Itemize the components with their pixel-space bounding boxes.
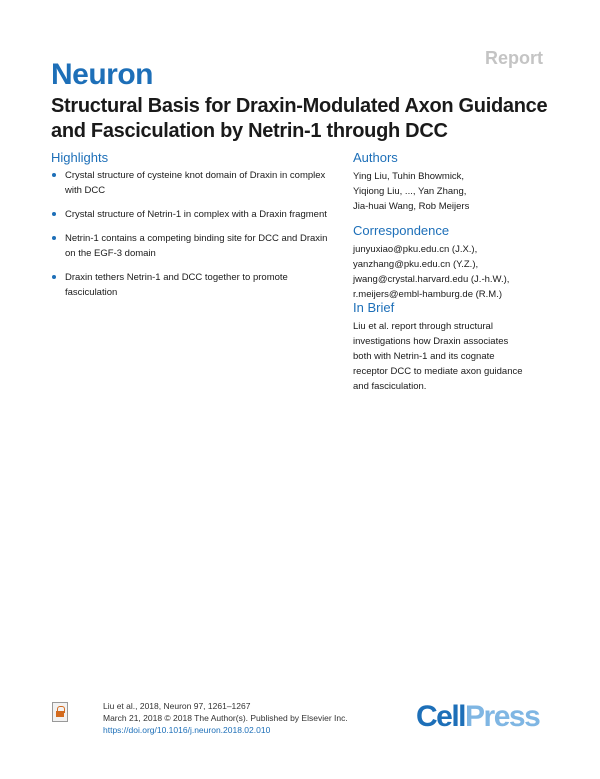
publication-date: March 21, 2018 © 2018 The Author(s). Published by Elsevier Inc. <box>103 713 348 723</box>
bullet-icon <box>52 212 56 216</box>
highlight-text: Draxin tethers Netrin-1 and DCC together to promote fasciculation <box>65 272 288 298</box>
authors-line: Ying Liu, Tuhin Bhowmick, <box>353 171 465 182</box>
highlight-text: Crystal structure of cysteine knot domain of Draxin in complex with DCC <box>65 170 326 196</box>
logo-press: Press <box>465 700 540 733</box>
highlight-text: Crystal structure of Netrin-1 in complex with a Draxin fragment <box>65 209 327 220</box>
logo-cell: Cell <box>416 700 466 733</box>
highlights-list <box>51 168 331 309</box>
highlight-item <box>51 270 331 300</box>
correspondence-heading: Correspondence <box>353 223 450 238</box>
highlight-item <box>51 168 331 198</box>
correspondence-email[interactable]: r.meijers@embl-hamburg.de (R.M.) <box>353 289 503 300</box>
bullet-icon <box>52 275 56 279</box>
open-access-icon <box>52 702 68 722</box>
correspondence-section <box>353 223 553 302</box>
doi-link[interactable]: https://doi.org/10.1016/j.neuron.2018.02.010 <box>103 725 271 735</box>
highlight-item <box>51 231 331 261</box>
highlights-heading: Highlights <box>51 150 109 165</box>
in-brief-heading: In Brief <box>353 300 395 315</box>
cell-press-logo <box>416 700 539 734</box>
journal-logo: Neuron <box>51 58 153 91</box>
bullet-icon <box>52 173 56 177</box>
highlight-text: Netrin-1 contains a competing binding site for DCC and Draxin on the EGF-3 domain <box>65 233 328 259</box>
correspondence-email[interactable]: jwang@crystal.harvard.edu (J.-h.W.), <box>353 274 510 285</box>
authors-section <box>353 150 553 214</box>
lock-body-icon <box>56 711 64 717</box>
citation: Liu et al., 2018, Neuron 97, 1261–1267 <box>103 701 251 711</box>
correspondence-email[interactable]: yanzhang@pku.edu.cn (Y.Z.), <box>353 259 479 270</box>
correspondence-email[interactable]: junyuxiao@pku.edu.cn (J.X.), <box>353 244 478 255</box>
in-brief-line: both with Netrin-1 and its cognate <box>353 351 495 362</box>
in-brief-line: investigations how Draxin associates <box>353 336 509 347</box>
footer-citation-block <box>103 700 348 736</box>
report-label: Report <box>485 48 543 68</box>
highlight-item <box>51 207 331 222</box>
in-brief-line: and fasciculation. <box>353 381 427 392</box>
in-brief-line: receptor DCC to mediate axon guidance <box>353 366 523 377</box>
authors-line: Yiqiong Liu, ..., Yan Zhang, <box>353 186 467 197</box>
bullet-icon <box>52 236 56 240</box>
article-title: Structural Basis for Draxin-Modulated Axon Guidance and Fasciculation by Netrin-1 through DCC <box>51 95 548 142</box>
authors-line: Jia-huai Wang, Rob Meijers <box>353 201 470 212</box>
in-brief-line: Liu et al. report through structural <box>353 321 493 332</box>
in-brief-section <box>353 300 553 394</box>
authors-heading: Authors <box>353 150 398 165</box>
